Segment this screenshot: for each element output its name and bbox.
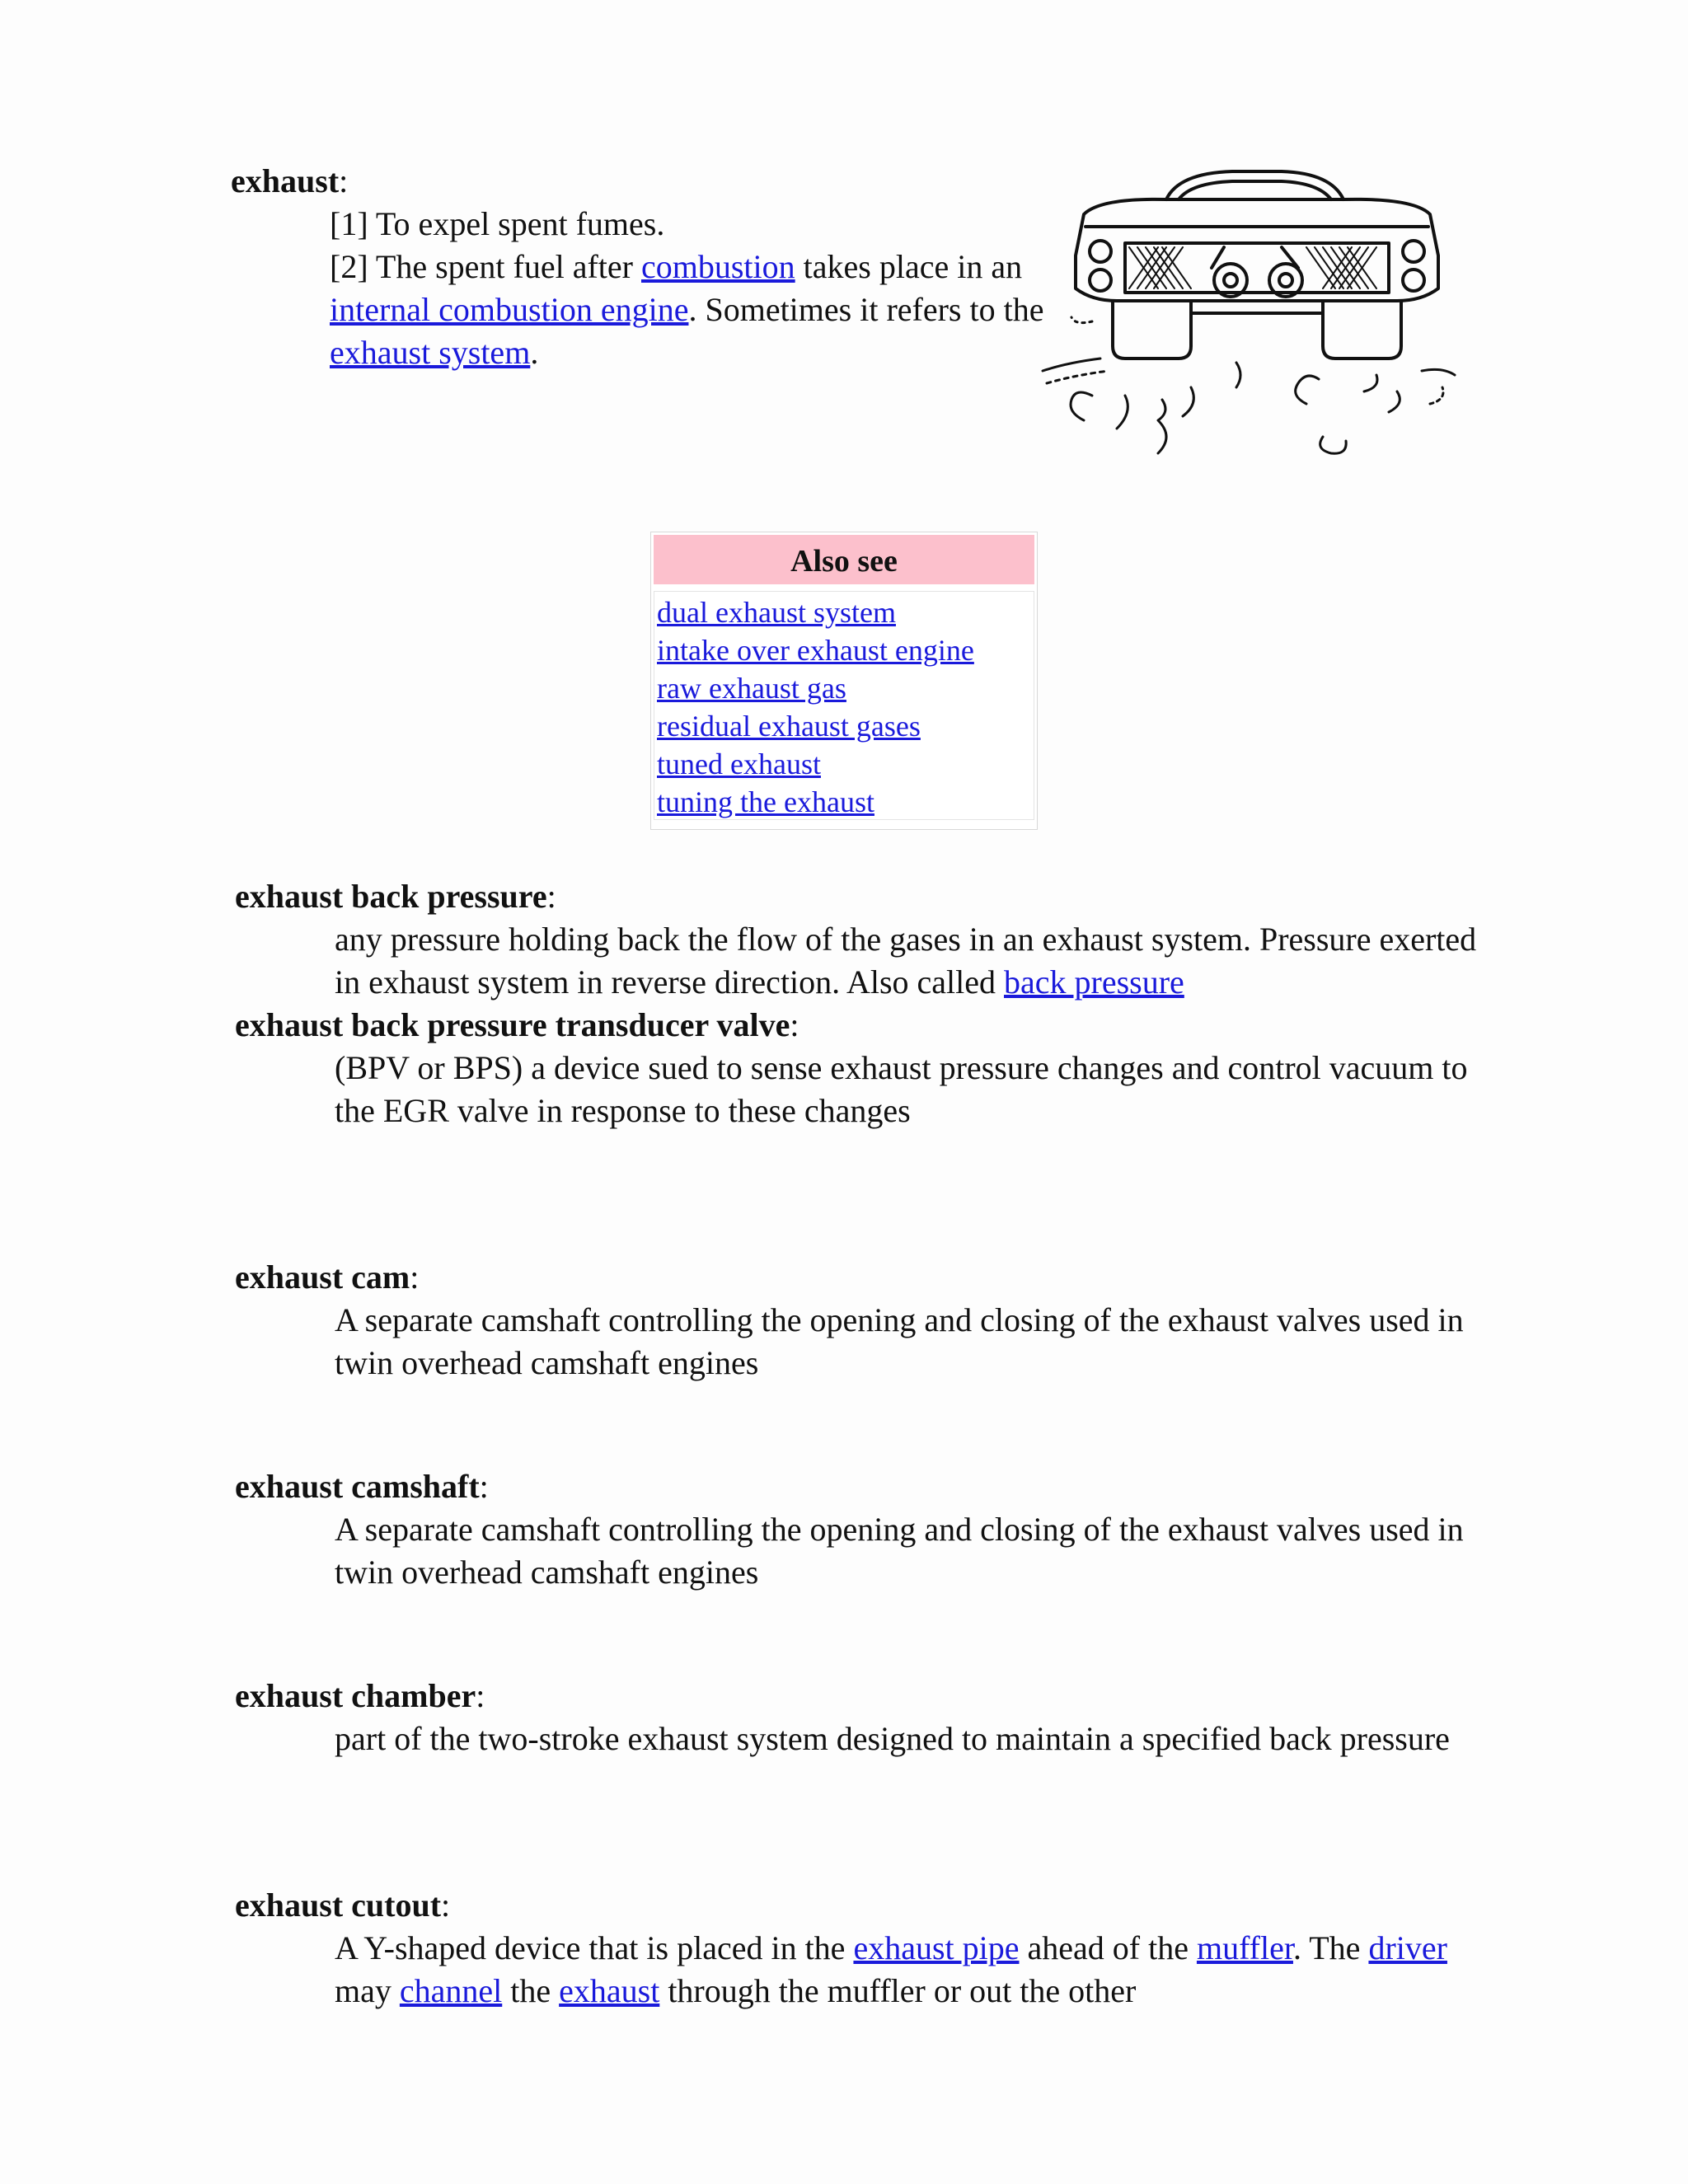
term-exhaust-back-pressure: exhaust back pressure — [235, 878, 547, 915]
term-exhaust-chamber: exhaust chamber — [235, 1677, 476, 1714]
entry-exhaust-back-pressure: exhaust back pressure: any pressure holding back the flow of the gases in an exhaust system. Pressure exerted in exhaust system in reverse direction. Also called back pressure exhaust back pressure transducer valve: (BPV or BPS) a device sued to sense exhaust pressure changes and control vacuum to the EGR valve in response to these changes — [235, 875, 1488, 1132]
link-exhaust[interactable]: exhaust — [559, 1972, 660, 2009]
definition-exhaust-camshaft: A separate camshaft controlling the opening and closing of the exhaust valves used in twin overhead camshaft engines — [335, 1511, 1464, 1591]
also-see-box — [650, 532, 1038, 830]
also-see-title: Also see — [654, 535, 1034, 584]
link-driver[interactable]: driver — [1368, 1929, 1447, 1966]
definition-exhaust-back-pressure: any pressure holding back the flow of the gases in an exhaust system. Pressure exerted in exhaust system in reverse direction. Also called back pressure — [335, 921, 1477, 1001]
definition-exhaust-cam: A separate camshaft controlling the opening and closing of the exhaust valves used in twin overhead camshaft engines — [335, 1301, 1464, 1381]
definition-exhaust-chamber: part of the two-stroke exhaust system designed to maintain a specified back pressure — [335, 1720, 1450, 1757]
link-back-pressure[interactable]: back pressure — [1004, 963, 1184, 1001]
also-see-link[interactable]: raw exhaust gas — [657, 672, 846, 705]
also-see-list — [654, 591, 1034, 820]
also-see-link[interactable]: tuning the exhaust — [657, 785, 874, 818]
term-exhaust-camshaft: exhaust camshaft — [235, 1468, 480, 1505]
definition-exhaust-cutout: A Y-shaped device that is placed in the exhaust pipe ahead of the muffler. The driver may channel the exhaust through the muffler or out the other — [335, 1929, 1447, 2009]
term-exhaust-cam: exhaust cam — [235, 1258, 410, 1296]
link-muffler[interactable]: muffler — [1196, 1929, 1293, 1966]
link-combustion[interactable]: combustion — [641, 248, 795, 285]
link-exhaust-pipe[interactable]: exhaust pipe — [853, 1929, 1020, 1966]
also-see-link[interactable]: dual exhaust system — [657, 596, 896, 629]
entry-exhaust-camshaft: exhaust camshaft: A separate camshaft controlling the opening and closing of the exhaust valves used in twin overhead camshaft engines — [235, 1465, 1488, 1594]
term-exhaust-back-pressure-transducer-valve: exhaust back pressure transducer valve — [235, 1006, 790, 1043]
definition-line-2: [2] The spent fuel after combustion takes place in an internal combustion engine. Sometimes it refers to the exhaust system. — [330, 248, 1044, 371]
entry-exhaust-cam: exhaust cam: A separate camshaft controlling the opening and closing of the exhaust valves used in twin overhead camshaft engines — [235, 1256, 1488, 1385]
car-exhaust-illustration — [1034, 165, 1463, 478]
link-internal-combustion-engine[interactable]: internal combustion engine — [330, 291, 689, 328]
entry-exhaust: exhaust: [1] To expel spent fumes. [2] The spent fuel after combustion takes place in an internal combustion engine. Sometimes it refers to the exhaust system. — [231, 160, 1484, 374]
term-exhaust-cutout: exhaust cutout — [235, 1886, 442, 1924]
definition-line-1: [1] To expel spent fumes. — [330, 205, 665, 242]
also-see-link[interactable]: tuned exhaust — [657, 748, 821, 780]
entry-exhaust-chamber: exhaust chamber: part of the two-stroke exhaust system designed to maintain a specified back pressure — [235, 1675, 1488, 1760]
also-see-link[interactable]: intake over exhaust engine — [657, 634, 974, 667]
entry-exhaust-cutout: exhaust cutout: A Y-shaped device that is placed in the exhaust pipe ahead of the muffler. The driver may channel the exhaust through the muffler or out the other — [235, 1884, 1488, 2013]
term-exhaust: exhaust — [231, 162, 340, 199]
definition-exhaust — [231, 203, 1055, 374]
also-see-link[interactable]: residual exhaust gases — [657, 710, 921, 743]
link-channel[interactable]: channel — [399, 1972, 503, 2009]
link-exhaust-system[interactable]: exhaust system — [330, 334, 531, 371]
definition-transducer-valve: (BPV or BPS) a device sued to sense exhaust pressure changes and control vacuum to the EGR valve in response to these changes — [335, 1049, 1468, 1129]
